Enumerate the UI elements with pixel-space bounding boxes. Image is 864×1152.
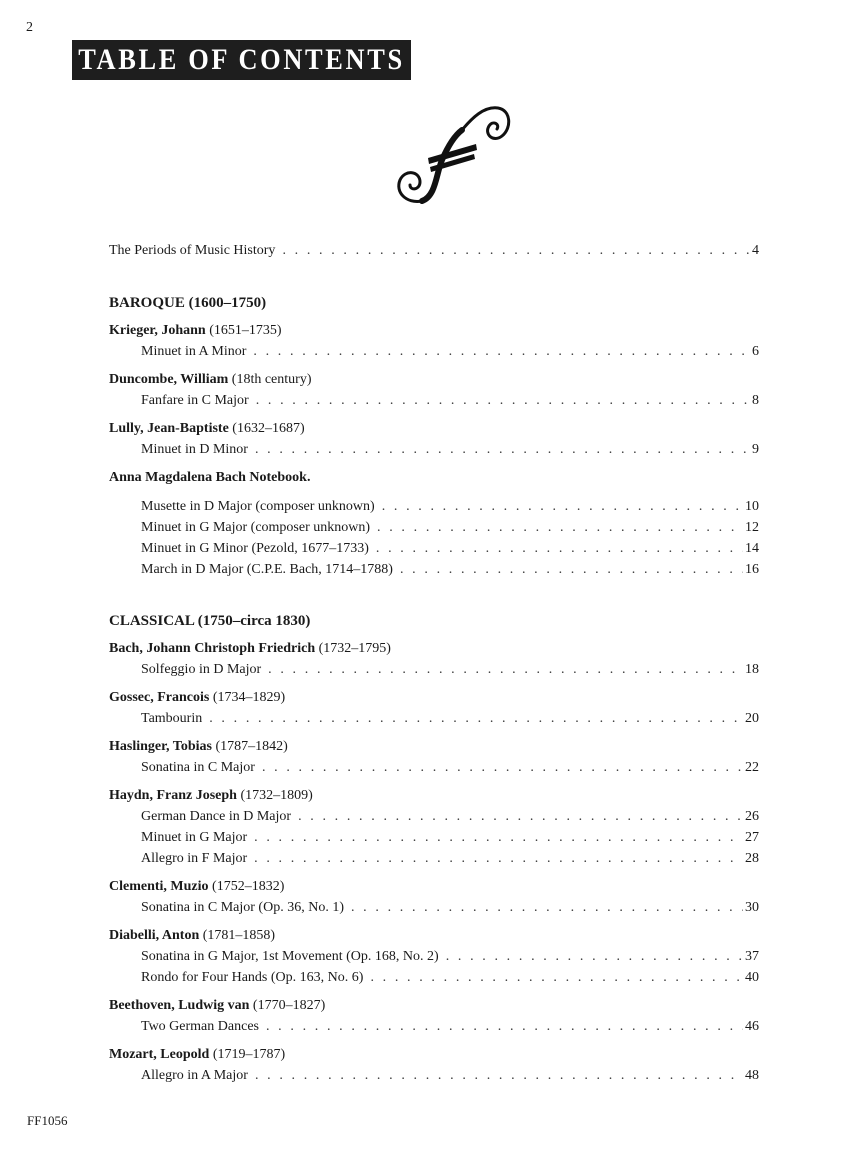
entry-title: Musette in D Major (composer unknown) bbox=[141, 499, 375, 514]
entry-page: 12 bbox=[745, 520, 759, 535]
footer-code: FF1056 bbox=[27, 1113, 68, 1128]
dot-leader bbox=[255, 439, 750, 460]
entry-title: Minuet in A Minor bbox=[141, 344, 247, 359]
dot-leader bbox=[254, 848, 743, 869]
music-ornament-icon bbox=[392, 100, 514, 215]
entry-page: 20 bbox=[745, 711, 759, 726]
entry-title: The Periods of Music History bbox=[109, 243, 276, 258]
dot-leader bbox=[298, 806, 743, 827]
composer-heading bbox=[109, 687, 759, 708]
entry-page: 4 bbox=[752, 243, 759, 258]
table-of-contents bbox=[109, 240, 759, 1086]
composer-heading bbox=[109, 320, 759, 341]
entry-title: Fanfare in C Major bbox=[141, 393, 249, 408]
entry-page: 48 bbox=[745, 1068, 759, 1083]
baroque-heading: BAROQUE (1600–1750) bbox=[109, 295, 267, 311]
entry-page: 40 bbox=[745, 970, 759, 985]
composer-name: Bach, Johann Christoph Friedrich bbox=[109, 641, 316, 656]
composer-name: Haydn, Franz Joseph bbox=[109, 788, 237, 803]
toc-entry[interactable] bbox=[109, 538, 759, 559]
entry-title: Minuet in G Major bbox=[141, 830, 248, 845]
notebook-piece-list bbox=[109, 496, 759, 580]
composer-heading bbox=[109, 418, 759, 439]
entry-page: 9 bbox=[752, 442, 759, 457]
entry-page: 28 bbox=[745, 851, 759, 866]
entry-page: 10 bbox=[745, 499, 759, 514]
composer-dates: (1734–1829) bbox=[212, 690, 286, 705]
baroque-composer-list bbox=[109, 320, 759, 460]
composer-dates: (1781–1858) bbox=[202, 928, 276, 943]
classical-heading: CLASSICAL (1750–circa 1830) bbox=[109, 613, 311, 629]
entry-title: Sonatina in G Major, 1st Movement (Op. 168, No. 2) bbox=[141, 949, 439, 964]
entry-page: 30 bbox=[745, 900, 759, 915]
entry-title: Solfeggio in D Major bbox=[141, 662, 262, 677]
toc-entry[interactable] bbox=[109, 757, 759, 778]
composer-name: Diabelli, Anton bbox=[109, 928, 200, 943]
composer-heading bbox=[109, 1044, 759, 1065]
entry-title: Tambourin bbox=[141, 711, 203, 726]
entry-page: 46 bbox=[745, 1019, 759, 1034]
dot-leader bbox=[282, 240, 750, 261]
composer-dates: (1651–1735) bbox=[209, 323, 282, 338]
page-title: TABLE OF CONTENTS bbox=[78, 43, 405, 76]
toc-entry[interactable] bbox=[109, 897, 759, 918]
dot-leader bbox=[209, 708, 743, 729]
composer-dates: (1752–1832) bbox=[212, 879, 285, 894]
composer-heading bbox=[109, 369, 759, 390]
composer-name: Krieger, Johann bbox=[109, 323, 206, 338]
toc-entry[interactable] bbox=[109, 1016, 759, 1037]
composer-name: Beethoven, Ludwig van bbox=[109, 998, 250, 1013]
entry-title: Minuet in D Minor bbox=[141, 442, 248, 457]
dot-leader bbox=[446, 946, 743, 967]
composer-name: Lully, Jean-Baptiste bbox=[109, 421, 229, 436]
entry-title: Two German Dances bbox=[141, 1019, 259, 1034]
composer-heading bbox=[109, 925, 759, 946]
composer-dates: (18th century) bbox=[231, 372, 312, 387]
composer-heading bbox=[109, 995, 759, 1016]
toc-entry[interactable] bbox=[109, 439, 759, 460]
composer-dates: (1719–1787) bbox=[212, 1047, 286, 1062]
dot-leader bbox=[377, 517, 743, 538]
notebook-heading: Anna Magdalena Bach Notebook. bbox=[109, 470, 311, 485]
dot-leader bbox=[266, 1016, 743, 1037]
toc-entry[interactable] bbox=[109, 390, 759, 411]
entry-title: German Dance in D Major bbox=[141, 809, 292, 824]
toc-entry[interactable] bbox=[109, 341, 759, 362]
toc-entry[interactable] bbox=[109, 848, 759, 869]
dot-leader bbox=[262, 757, 743, 778]
composer-name: Gossec, Francois bbox=[109, 690, 210, 705]
page-number: 2 bbox=[26, 20, 33, 35]
toc-entry[interactable] bbox=[109, 806, 759, 827]
dot-leader bbox=[256, 390, 750, 411]
composer-heading bbox=[109, 876, 759, 897]
entry-page: 18 bbox=[745, 662, 759, 677]
toc-entry[interactable] bbox=[109, 827, 759, 848]
classical-composer-list bbox=[109, 638, 759, 1086]
toc-entry[interactable] bbox=[109, 517, 759, 538]
composer-name: Clementi, Muzio bbox=[109, 879, 209, 894]
entry-title: March in D Major (C.P.E. Bach, 1714–1788) bbox=[141, 562, 393, 577]
composer-heading bbox=[109, 736, 759, 757]
dot-leader bbox=[255, 1065, 743, 1086]
toc-entry[interactable] bbox=[109, 496, 759, 517]
entry-title: Allegro in F Major bbox=[141, 851, 248, 866]
composer-dates: (1770–1827) bbox=[252, 998, 326, 1013]
dot-leader bbox=[400, 559, 743, 580]
entry-title: Minuet in G Major (composer unknown) bbox=[141, 520, 371, 535]
entry-page: 26 bbox=[745, 809, 759, 824]
dot-leader bbox=[268, 659, 743, 680]
composer-heading bbox=[109, 638, 759, 659]
entry-page: 14 bbox=[745, 541, 759, 556]
entry-page: 27 bbox=[745, 830, 759, 845]
entry-page: 8 bbox=[752, 393, 759, 408]
composer-dates: (1732–1795) bbox=[318, 641, 391, 656]
dot-leader bbox=[253, 341, 750, 362]
entry-title: Sonatina in C Major (Op. 36, No. 1) bbox=[141, 900, 344, 915]
entry-page: 16 bbox=[745, 562, 759, 577]
composer-dates: (1732–1809) bbox=[240, 788, 313, 803]
composer-name: Duncombe, William bbox=[109, 372, 229, 387]
toc-entry[interactable] bbox=[109, 967, 759, 988]
composer-heading bbox=[109, 785, 759, 806]
composer-dates: (1632–1687) bbox=[232, 421, 305, 436]
toc-entry[interactable] bbox=[109, 659, 759, 680]
toc-entry[interactable] bbox=[109, 1065, 759, 1086]
toc-entry-periods[interactable] bbox=[109, 240, 759, 261]
composer-name: Haslinger, Tobias bbox=[109, 739, 212, 754]
entry-page: 22 bbox=[745, 760, 759, 775]
dot-leader bbox=[382, 496, 743, 517]
entry-title: Rondo for Four Hands (Op. 163, No. 6) bbox=[141, 970, 364, 985]
toc-entry[interactable] bbox=[109, 559, 759, 580]
entry-page: 37 bbox=[745, 949, 759, 964]
entry-title: Sonatina in C Major bbox=[141, 760, 255, 775]
toc-entry[interactable] bbox=[109, 708, 759, 729]
title-banner bbox=[72, 40, 411, 80]
entry-page: 6 bbox=[752, 344, 759, 359]
composer-dates: (1787–1842) bbox=[215, 739, 288, 754]
dot-leader bbox=[351, 897, 743, 918]
dot-leader bbox=[254, 827, 743, 848]
dot-leader bbox=[376, 538, 743, 559]
toc-entry[interactable] bbox=[109, 946, 759, 967]
dot-leader bbox=[370, 967, 743, 988]
entry-title: Minuet in G Minor (Pezold, 1677–1733) bbox=[141, 541, 369, 556]
entry-title: Allegro in A Major bbox=[141, 1068, 248, 1083]
composer-name: Mozart, Leopold bbox=[109, 1047, 210, 1062]
